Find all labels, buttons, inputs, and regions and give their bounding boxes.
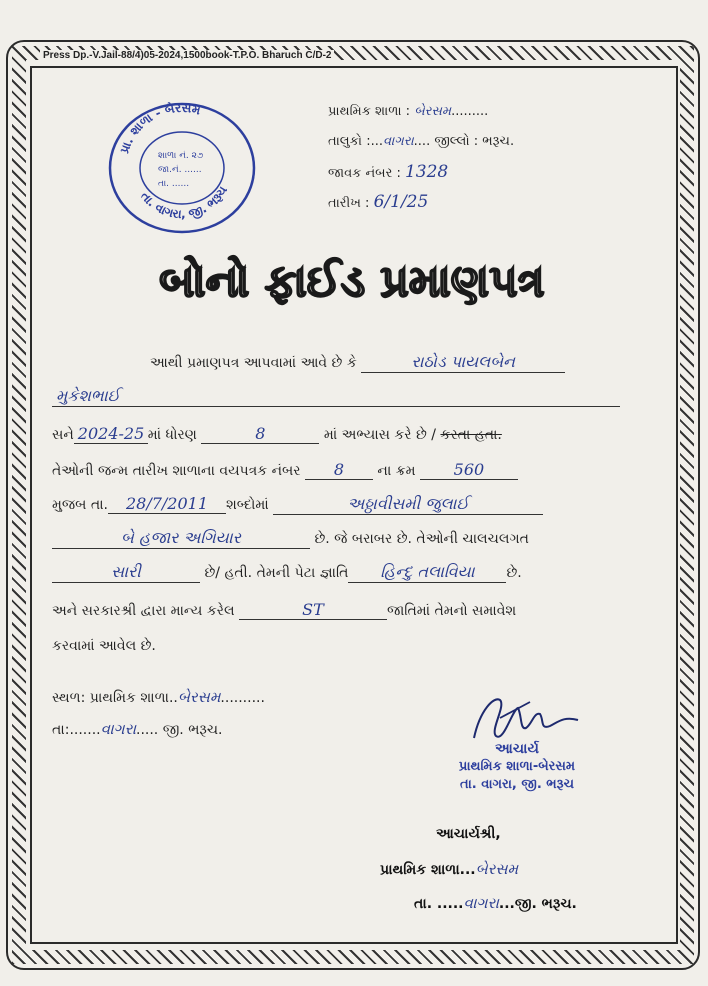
serial-number: 560 (420, 460, 518, 480)
footer-school: પ્રાથમિક શાળા...બેરસમ (380, 860, 519, 878)
seal-bottom-text: તા. વાગરા, જી. ભરૂચ (137, 183, 231, 222)
place-row: સ્થળ: પ્રાથમિક શાળા..બેરસમ.......... (52, 688, 265, 706)
svg-text:બોનો ફાઈડ પ્રમાણપત્ર: બોનો ફાઈડ પ્રમાણપત્ર (159, 256, 545, 307)
register-number: 8 (305, 460, 373, 480)
date-row: તારીખ : 6/1/25 (328, 192, 429, 212)
seal-top-text: પ્રા. શાળા - બેરસમ (117, 100, 202, 156)
svg-text:તા. વાગરા, જી. ભરૂચ (138, 183, 230, 221)
conduct: સારી (52, 562, 200, 583)
principal-stamp: આચાર્ય પ્રાથમિક શાળા-બેરસમ તા. વાગરા, જી. ભરૂચ (458, 741, 576, 792)
body-line-5: મુજબ તા. 28/7/2011 શબ્દોમાં અઠ્ઠાવીસમી જુલાઈ (52, 494, 543, 515)
body-line-9: કરવામાં આવેલ છે. (52, 638, 156, 654)
body-line-7: સારી છે/ હતી. તેમની પેટા જ્ઞાતિ હિન્દુ તલાવિયા છે. (52, 562, 522, 583)
standard: 8 (201, 424, 319, 444)
certificate-title (124, 244, 580, 318)
school-name: બેરસમ (414, 104, 452, 119)
footer-role: આચાર્યશ્રી, (436, 826, 501, 842)
press-line: Press Dp.-V.Jail-88/4)05-2024,1500book-T.P.O. Bharuch C/D-2 (40, 50, 334, 61)
body-line-8: અને સરકારશ્રી દ્વારા માન્ય કરેલ ST જાતિમાં તેમનો સમાવેશ (52, 600, 517, 619)
seal-inner-3: તા. ...... (158, 179, 190, 189)
birth-date-words-2: બે હજાર અગિયાર (52, 528, 310, 549)
student-name: રાઠોડ પાયલબેન (361, 352, 565, 373)
sub-caste: હિન્દુ તલાવિયા (348, 562, 506, 583)
seal-inner-2: જા.નં. ...... (158, 165, 202, 175)
taluka-row: તાલુકો :...વાગરા.... જીલ્લો : ભરૂચ. (328, 134, 515, 149)
place-taluka-row: તા:.......વાગરા..... જી. ભરૂચ. (52, 720, 223, 738)
footer-taluka: તા. .....વાગરા...જી. ભરૂચ. (414, 894, 577, 912)
birth-date: 28/7/2011 (108, 494, 226, 514)
body-line-1: આથી પ્રમાણપત્ર આપવામાં આવે છે કે રાઠોડ પાયલબેન (150, 352, 565, 373)
outward-number: 1328 (404, 162, 449, 182)
body-line-2 (52, 386, 620, 407)
svg-text:પ્રા. શાળા - બેરસમ (117, 100, 202, 155)
father-name: મુકેશભાઈ (52, 386, 620, 407)
body-line-4: તેઓની જન્મ તારીખ શાળાના વયપત્રક નંબર 8 ના ક્રમ 560 (52, 460, 518, 480)
school-row: પ્રાથમિક શાળા : બેરસમ......... (328, 104, 489, 119)
seal-inner-1: શાળા નં. ૨૭ (158, 151, 204, 161)
taluka-name: વાગરા (382, 134, 414, 149)
school-seal (104, 96, 260, 236)
issue-date: 6/1/25 (373, 192, 429, 212)
caste-category: ST (239, 600, 387, 620)
birth-date-words-1: અઠ્ઠાવીસમી જુલાઈ (273, 494, 543, 515)
academic-year: 2024-25 (74, 424, 148, 444)
body-line-6: બે હજાર અગિયાર છે. જે બરાબર છે. તેઓની ચાલચલગત (52, 528, 529, 549)
body-line-3: સને 2024-25 માં ધોરણ 8 માં અભ્યાસ કરે છે / કરતા હતા. (52, 424, 502, 443)
outward-row: જાવક નંબર : 1328 (328, 162, 449, 182)
